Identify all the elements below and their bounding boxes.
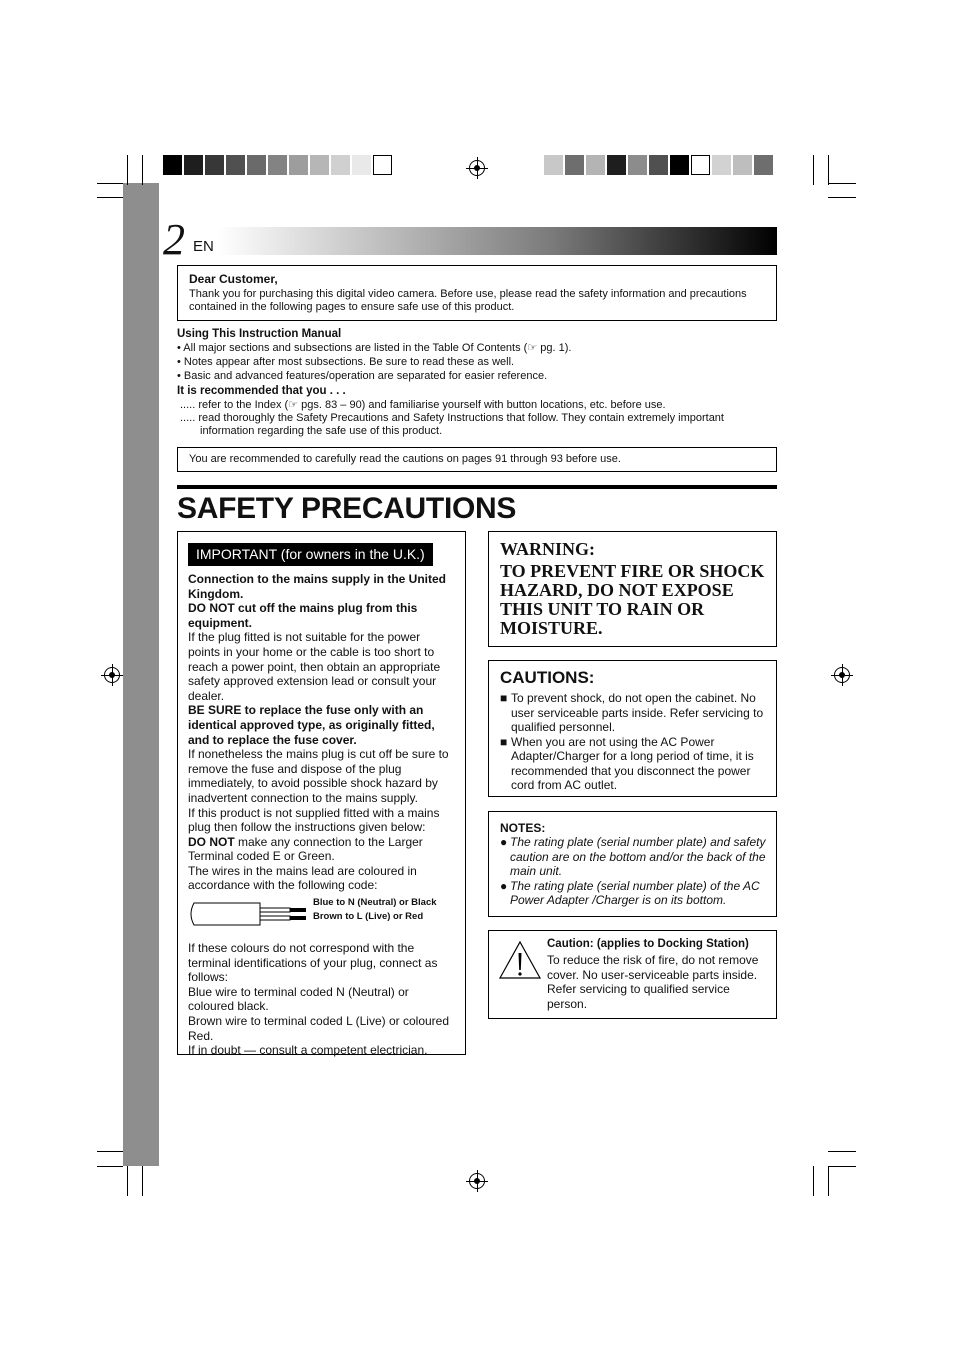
important-p8: The wires in the mains lead are coloured in accordance with the following code: [188, 863, 417, 893]
calibration-swatch [565, 155, 586, 175]
important-p1: Connection to the mains supply in the United Kingdom. [188, 572, 447, 601]
registration-mark-icon [834, 667, 850, 683]
dear-customer-body: Thank you for purchasing this digital video camera. Before use, please read the safety information and precautions contained in the following pages to ensure safe use of this product. [189, 288, 747, 313]
page-number: 2 [163, 215, 185, 264]
important-text [188, 572, 453, 1058]
calibration-swatch [373, 155, 394, 175]
calibration-swatch [184, 155, 205, 175]
registration-mark-icon [104, 667, 120, 683]
heading-rule [177, 485, 777, 489]
calibration-swatch [544, 155, 565, 175]
dear-customer-box [177, 265, 777, 321]
notes-list [500, 835, 770, 908]
square-bullet-icon: ■ [500, 734, 508, 749]
color-calibration-right [544, 155, 775, 175]
important-p2: DO NOT cut off the mains plug from this equipment. [188, 601, 418, 630]
warning-triangle-icon [498, 940, 542, 980]
important-p12: If in doubt — consult a competent electrician. [188, 1043, 428, 1058]
manual-title: Using This Instruction Manual [177, 328, 342, 340]
calibration-swatch [733, 155, 754, 175]
calibration-swatch [268, 155, 289, 175]
notes-box [488, 811, 777, 917]
calibration-swatch [691, 155, 712, 175]
recommended-item-cont: information regarding the safe use of this product. [200, 425, 443, 437]
warning-title: WARNING: [500, 539, 596, 559]
calibration-swatch [310, 155, 331, 175]
manual-bullet: • Notes appear after most subsections. Be sure to read these as well. [177, 356, 515, 368]
caution-item: ■ To prevent shock, do not open the cabinet. No user serviceable parts inside. Refer servicing to qualified personnel. [500, 691, 764, 734]
calibration-swatch [247, 155, 268, 175]
important-uk-box [177, 531, 466, 1058]
cautions-list [500, 691, 770, 793]
important-p9: If these colours do not correspond with the terminal identifications of your plug, connect as follows: [188, 941, 438, 985]
wire-diagram [188, 897, 453, 939]
registration-mark-icon [469, 1173, 485, 1189]
docking-title: Caution: (applies to Docking Station) [547, 938, 749, 950]
manual-bullet: • All major sections and subsections are listed in the Table Of Contents (☞ pg. 1). [177, 342, 572, 354]
manual-bullet: • Basic and advanced features/operation are separated for easier reference. [177, 370, 548, 382]
mains-lead-icon [188, 899, 318, 931]
cautions-pages-text: You are recommended to carefully read the cautions on pages 91 through 93 before use. [189, 453, 621, 465]
docking-body: To reduce the risk of fire, do not remove cover. No user-serviceable parts inside. Refer servicing to qualified service person. [547, 953, 759, 1011]
note-item: ● The rating plate (serial number plate) and safety caution are on the bottom and/or the back of the main unit. [500, 835, 766, 878]
important-label: IMPORTANT (for owners in the U.K.) [188, 543, 433, 566]
page-header-bar [218, 227, 777, 255]
wire-label-blue: Blue to N (Neutral) or Black [313, 897, 437, 909]
important-p7-bold: DO NOT [188, 834, 235, 849]
calibration-swatch [205, 155, 226, 175]
docking-caution-box [488, 930, 777, 1019]
calibration-swatch [586, 155, 607, 175]
warning-body: TO PREVENT FIRE OR SHOCK HAZARD, DO NOT EXPOSE THIS UNIT TO RAIN OR MOISTURE. [500, 561, 765, 638]
warning-box [488, 531, 777, 647]
registration-mark-icon [469, 160, 485, 176]
calibration-swatch [607, 155, 628, 175]
calibration-swatch [670, 155, 691, 175]
square-bullet-icon: ■ [500, 691, 508, 705]
recommended-title: It is recommended that you . . . [177, 385, 346, 397]
notes-title: NOTES: [500, 821, 546, 835]
page-language: EN [193, 238, 214, 255]
important-p11: Brown wire to terminal coded L (Live) or coloured Red. [188, 1014, 450, 1043]
safety-heading: SAFETY PRECAUTIONS [177, 492, 517, 525]
important-p4: BE SURE to replace the fuse only with an identical approved type, as originally fitted, and to replace the fuse cover. [188, 703, 435, 747]
cautions-title: CAUTIONS: [500, 668, 595, 687]
calibration-swatch [649, 155, 670, 175]
calibration-swatch [331, 155, 352, 175]
calibration-swatch [754, 155, 775, 175]
important-p6: If this product is not supplied fitted with a mains plug then follow the instructions given below: [188, 805, 440, 835]
important-p7-rest: make any connection to the Larger Terminal coded E or Green. [188, 834, 423, 864]
calibration-swatch [628, 155, 649, 175]
calibration-swatch [289, 155, 310, 175]
caution-item: ■ When you are not using the AC Power Adapter/Charger for a long period of time, it is recommended that you disconnect the power cord from AC outlet. [500, 734, 754, 792]
color-calibration-left [163, 155, 394, 175]
calibration-swatch [226, 155, 247, 175]
cautions-box [488, 660, 777, 797]
calibration-swatch [352, 155, 373, 175]
important-p3: If the plug fitted is not suitable for the power points in your home or the cable is too short to reach a power point, then obtain an appropriate safety approved extension lead or consult your dealer. [188, 630, 441, 703]
bullet-icon: ● [500, 878, 508, 893]
page-edge-bar [123, 183, 159, 1166]
important-p7 [188, 835, 453, 864]
recommended-item: ..... read thoroughly the Safety Precautions and Safety Instructions that follow. They contain extremely important [180, 412, 724, 424]
important-p10: Blue wire to terminal coded N (Neutral) or coloured black. [188, 984, 409, 1014]
recommended-item: ..... refer to the Index (☞ pgs. 83 – 90) and familiarise yourself with button locations, etc. before use. [180, 399, 666, 411]
important-p5: If nonetheless the mains plug is cut off be sure to remove the fuse and dispose of the plug immediately, to avoid possible shock hazard by inadvertent connection to the mains supply. [188, 747, 449, 805]
wire-label-brown: Brown to L (Live) or Red [313, 911, 424, 923]
bullet-icon: ● [500, 835, 508, 849]
calibration-swatch [163, 155, 184, 175]
calibration-swatch [712, 155, 733, 175]
note-item: ● The rating plate (serial number plate) of the AC Power Adapter /Charger is on its bottom. [500, 878, 760, 907]
dear-customer-title: Dear Customer, [189, 272, 278, 286]
cautions-pages-box [177, 447, 777, 472]
